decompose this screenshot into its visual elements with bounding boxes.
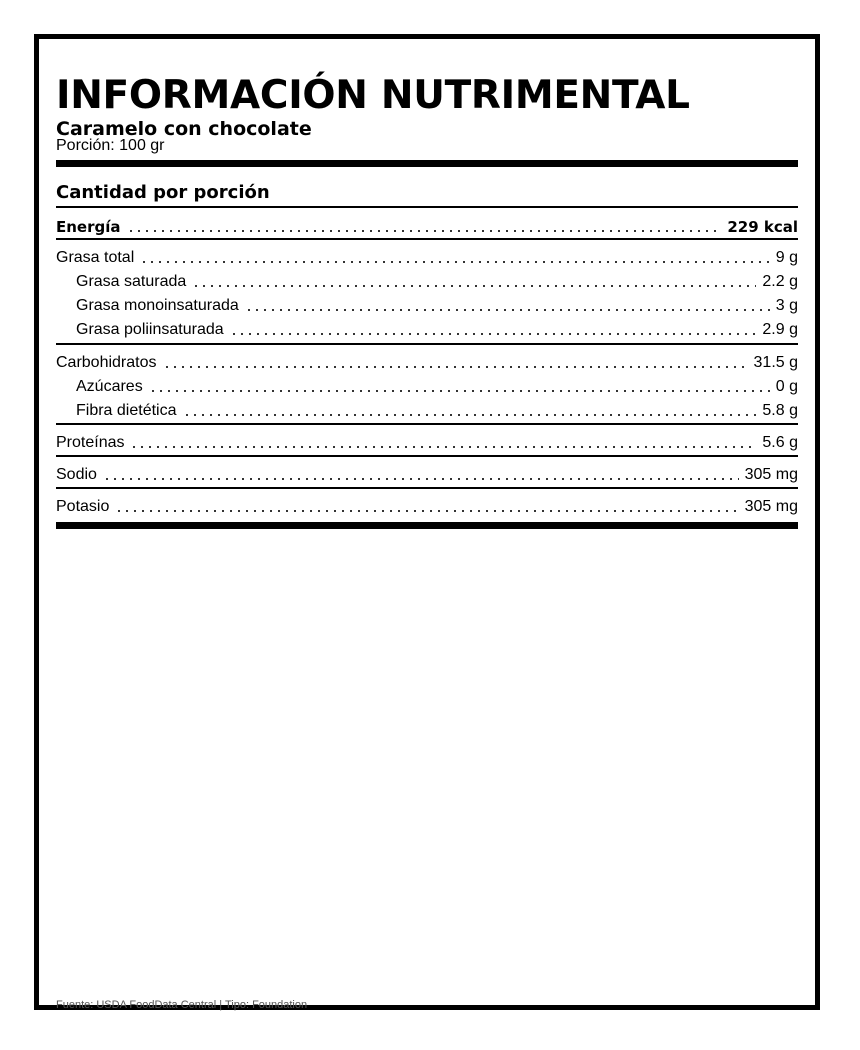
thick-divider — [56, 522, 798, 529]
divider — [56, 238, 798, 240]
nutrient-row-sugars — [76, 378, 798, 400]
nutrient-name: Fibra dietética — [76, 402, 177, 419]
nutrient-name: Energía — [56, 218, 121, 236]
nutrient-row-carbohydrates — [56, 354, 798, 376]
dot-leader — [127, 230, 722, 232]
divider — [56, 455, 798, 457]
label-title: INFORMACIÓN NUTRIMENTAL — [56, 73, 690, 118]
amount-per-serving-heading: Cantidad por porción — [56, 182, 270, 203]
dot-leader — [183, 414, 757, 416]
dot-leader — [192, 285, 756, 287]
nutrition-label — [34, 34, 820, 1010]
nutrient-value: 2.2 g — [762, 273, 798, 290]
nutrient-value: 9 g — [775, 249, 798, 266]
dot-leader — [149, 390, 770, 392]
nutrient-name: Proteínas — [56, 434, 125, 451]
dot-leader — [103, 478, 739, 480]
divider — [56, 423, 798, 425]
nutrient-name: Grasa monoinsaturada — [76, 297, 239, 314]
portion-size: Porción: 100 gr — [56, 137, 165, 154]
nutrient-value: 0 g — [775, 378, 798, 395]
nutrient-row-total-fat — [56, 249, 798, 271]
nutrient-row-energy — [56, 218, 798, 240]
nutrient-value: 305 mg — [744, 466, 798, 483]
nutrient-row-sodium — [56, 466, 798, 488]
dot-leader — [245, 309, 770, 311]
nutrient-row-dietary-fiber — [76, 402, 798, 424]
nutrient-row-protein — [56, 434, 798, 456]
thick-divider — [56, 160, 798, 167]
nutrient-row-saturated-fat — [76, 273, 798, 295]
dot-leader — [140, 261, 769, 263]
divider — [56, 487, 798, 489]
nutrient-name: Grasa total — [56, 249, 135, 266]
nutrient-name: Sodio — [56, 466, 97, 483]
nutrient-name: Carbohidratos — [56, 354, 157, 371]
source-footer: Fuente: USDA FoodData Central | Tipo: Foundation — [56, 999, 308, 1011]
dot-leader — [130, 446, 756, 448]
divider — [56, 343, 798, 345]
nutrient-name: Potasio — [56, 498, 110, 515]
dot-leader — [163, 366, 748, 368]
nutrient-row-potassium — [56, 498, 798, 520]
nutrient-value: 3 g — [775, 297, 798, 314]
nutrient-name: Grasa poliinsaturada — [76, 321, 224, 338]
nutrient-value: 31.5 g — [753, 354, 798, 371]
nutrient-value: 305 mg — [744, 498, 798, 515]
dot-leader — [115, 510, 738, 512]
product-name: Caramelo con chocolate — [56, 118, 312, 140]
divider — [56, 206, 798, 208]
nutrient-name: Azúcares — [76, 378, 143, 395]
nutrient-value: 229 kcal — [727, 218, 798, 236]
nutrient-value: 5.6 g — [762, 434, 798, 451]
nutrient-row-polyunsaturated-fat — [76, 321, 798, 343]
nutrition-label-content — [56, 39, 798, 1011]
dot-leader — [230, 333, 757, 335]
nutrient-row-monounsaturated-fat — [76, 297, 798, 319]
nutrient-value: 2.9 g — [762, 321, 798, 338]
nutrient-name: Grasa saturada — [76, 273, 187, 290]
nutrient-value: 5.8 g — [762, 402, 798, 419]
